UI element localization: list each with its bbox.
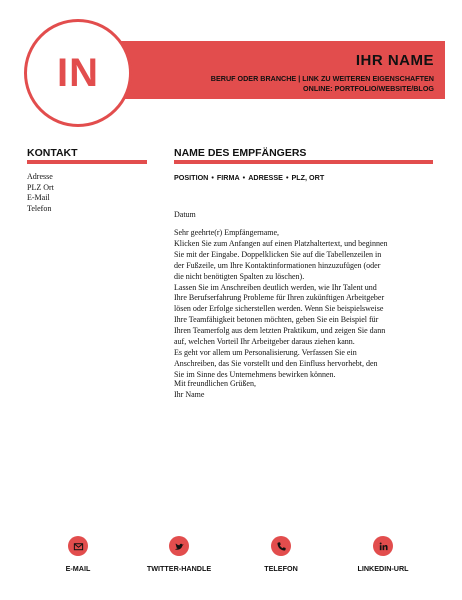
contact-email: E-Mail <box>27 193 50 202</box>
contact-phone: Telefon <box>27 203 52 213</box>
contact-city: PLZ Ort <box>27 182 54 192</box>
letter-line: Anschreiben, das Sie vorstellt und den Einfluss hervorhebt, den <box>174 358 378 368</box>
letter-line: Sehr geehrte(r) Empfängername, <box>174 228 280 237</box>
email-icon <box>68 536 88 556</box>
letter-line: Ihren Teamerfolg aus dem letzten Praktikum, und zeigen Sie dann <box>174 326 386 336</box>
letter-line: Sie mit der Eingabe. Doppelklicken Sie auf die Tabellenzeilen in <box>174 249 382 259</box>
separator-dot: • <box>285 173 289 182</box>
recipient-divider <box>174 160 433 164</box>
tagline-line-2: ONLINE: PORTFOLIO/WEBSITE/BLOG <box>303 83 434 93</box>
recipient-position: POSITION <box>174 173 209 182</box>
footer-linkedin-label: LINKEDIN-URL <box>357 564 409 573</box>
letter-line: Ihre Teamfähigkeit betonen möchten, geben Sie ein Beispiel für <box>174 315 379 325</box>
closing-phrase: Mit freundlichen Grüßen, <box>174 379 256 388</box>
recipient-address: ADRESSE <box>248 173 283 182</box>
footer-phone-label: TELEFON <box>264 564 298 573</box>
signature-name: Ihr Name <box>174 389 205 399</box>
contact-heading: KONTAKT <box>27 147 78 159</box>
recipient-heading: NAME DES EMPFÄNGERS <box>174 147 307 159</box>
recipient-city: PLZ, ORT <box>291 173 325 182</box>
footer-email <box>38 536 118 573</box>
phone-icon <box>271 536 291 556</box>
letter-line: Es geht vor allem um Personalisierung. Verfassen Sie ein <box>174 347 357 357</box>
letter-line: der Fußzeile, um Ihre Kontaktinformationen hinzuzufügen (oder <box>174 260 381 270</box>
recipient-company: FIRMA <box>216 173 240 182</box>
footer-phone <box>241 536 321 573</box>
twitter-icon <box>169 536 189 556</box>
letter-body <box>174 228 432 381</box>
contact-address: Adresse <box>27 172 53 181</box>
separator-dot: • <box>211 173 214 182</box>
recipient-details <box>174 173 324 182</box>
letter-line: die nicht benötigten Spalten zu löschen). <box>174 271 305 281</box>
letter-line: Lassen Sie im Anschreiben deutlich werden, wie Ihr Talent und <box>174 282 377 292</box>
letter-line: lösen oder Erfolge sicherstellen werden. Wenn Sie beispielsweise <box>174 304 384 314</box>
separator-dot: • <box>242 173 246 182</box>
contact-list <box>27 172 54 214</box>
footer-twitter-label: TWITTER-HANDLE <box>146 564 212 573</box>
footer-email-label: E-MAIL <box>65 564 91 573</box>
tagline <box>211 74 434 93</box>
tagline-line-1: BERUF ODER BRANCHE | LINK ZU WEITEREN EIGENSCHAFTEN <box>210 74 434 83</box>
linkedin-icon <box>373 536 393 556</box>
contact-divider <box>27 160 147 164</box>
letter-line: Sie im Sinne des Unternehmens bewirken können. <box>174 369 336 379</box>
applicant-name: IHR NAME <box>355 52 434 69</box>
letter-closing <box>174 379 432 401</box>
footer-linkedin <box>343 536 423 573</box>
letter-line: Klicken Sie zum Anfangen auf einen Platzhaltertext, und beginnen <box>174 238 388 248</box>
letter-line: Ihre Berufserfahrung Probleme für Ihren zukünftigen Arbeitgeber <box>174 293 385 303</box>
monogram: IN <box>57 50 99 95</box>
footer-twitter <box>139 536 219 573</box>
letter-line: auf, welchen Vorteil Ihr Arbeitgeber daraus ziehen kann. <box>174 337 355 347</box>
letter-date: Datum <box>174 210 196 219</box>
